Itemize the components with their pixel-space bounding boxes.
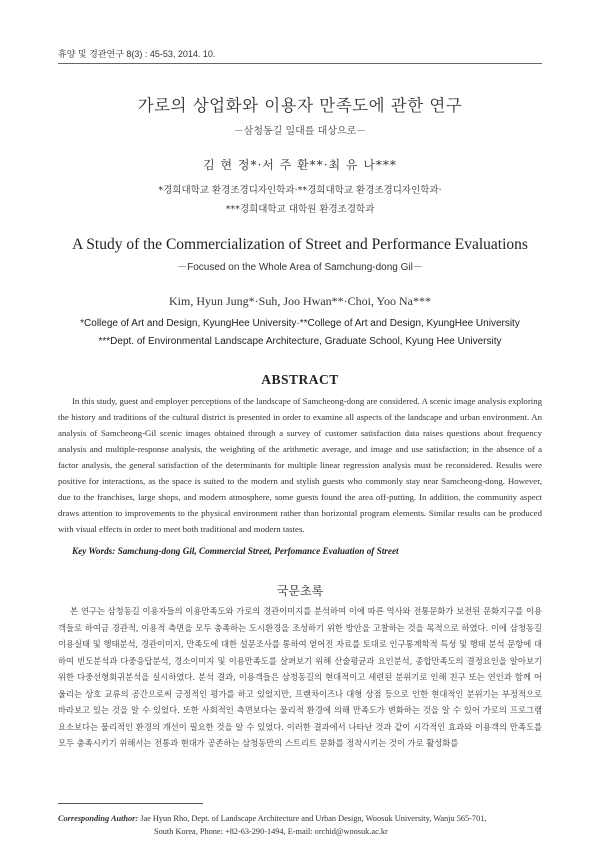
corresponding-label: Corresponding Author: xyxy=(58,814,139,823)
journal-citation: 휴양 및 경관연구 8(3) : 45-53, 2014. 10. xyxy=(58,49,216,59)
english-subtitle: －Focused on the Whole Area of Samchung-dong Gil－ xyxy=(177,262,423,273)
english-authors: Kim, Hyun Jung*·Suh, Joo Hwan**·Choi, Yoo Na*** xyxy=(168,294,431,308)
korean-authors: 김 현 정*·서 주 환**·최 유 나*** xyxy=(203,158,397,172)
footnote-rule xyxy=(58,803,203,804)
keywords: Key Words: Samchung-dong Gil, Commercial Street, Perfomance Evaluation of Street xyxy=(72,546,399,556)
korean-affiliation-2: ***경희대학교 대학원 환경조경학과 xyxy=(225,204,375,215)
korean-title: 가로의 상업화와 이용자 만족도에 관한 연구 xyxy=(137,96,463,115)
english-title: A Study of the Commercialization of Street and Performance Evaluations xyxy=(72,236,528,253)
english-affiliation-1: *College of Art and Design, KyungHee University·**College of Art and Design, KyungHee University xyxy=(80,318,520,329)
korean-abstract-body: 본 연구는 삼청동길 이용자들의 이용만족도와 가로의 경관이미지를 분석하여 이에 따른 역사와 전통문화가 보전된 문화지구를 이용객들로 하여금 경관적, 이용적 측면을 모두 충족하는 도시환경을 조성하기 위한 방안을 고찰하는 것을 목적으로 하였다. 이에 삼청동길 이용실태 및 행태분석, 경관이미지, 만족도에 대한 설문조사를 통하여 얻어진 자료를 토대로 인구통계학적 특성 및 행태 분석 문항에 대하여 빈도분석과 다중응답분석, 경소이미지 및 이용만족도를 살펴보기 위해 산술평균과 요인분석, 종합만족도의 결정요인을 알아보기 위한 다중선형회귀분석을 실시하였다. 분석 결과, 이용객들은 삼청동길의 현대적이고 세련된 분위기로 인해 친구 또는 연인과 함께 어울리는 상호 교류의 공간으로써 긍정적인 평가를 하고 있었지만, 프랜차이즈나 대형 상점 등으로 인한 현대적인 분위기는 부정적으로 바라보고 있는 것을 알 수 있었다. 또한 사회적인 측면보다는 물리적 환경에 의해 만족도가 변화하는 것을 알 수 있어 가로의 프로그램 요소보다는 물리적인 환경의 개선이 필요한 것을 알 수 있었다. 이러한 결과에서 나타난 것과 같이 시각적인 효과와 이용객의 만족도를 모두 충족시키기 위해서는 전통과 현대가 공존하는 삼청동만의 스트리트 문화를 정착시키는 것이 가로 활성화를 xyxy=(58,606,542,748)
corresponding-author xyxy=(58,812,542,838)
corresponding-line-2: South Korea, Phone: +82-63-290-1494, E-mail: orchid@woosuk.ac.kr xyxy=(154,827,388,836)
english-affiliation-2: ***Dept. of Environmental Landscape Architecture, Graduate School, Kyung Hee University xyxy=(98,336,502,347)
korean-subtitle: －삼청동길 일대를 대상으로－ xyxy=(233,126,367,137)
corresponding-line-1: Jae Hyun Rho, Dept. of Landscape Architecture and Urban Design, Woosuk University, Wanju 565-701, xyxy=(138,814,487,823)
abstract-body: In this study, guest and employer perceptions of the landscape of Samcheong-dong are considered. A scenic image analysis exploring the history and traditions of the cultural district is presented in order to examine all aspects of the landscape and urban environment. An analysis of Samcheong-Gil scenic images obtained through a survey of customer satisfaction data raises questions about frequency analysis and multiple-response analysis, the weighting of the arithmetic average, and image and use satisfaction; in the absence of a factor analysis, the general satisfaction of the determinants for multiple linear regression analysis must be reconsidered. Results were positive for interactions, as the space is suited to the modern and stylish guests who commonly stay near Samcheong-dong. However, due to the franchises, large shops, and modern atmosphere, some guests found the area off-putting. In addition, the community aspect draws attention to improvements to the physical environment rather than horizontal program elements. Similar results can be produced with visual effects in order to meet both traditional and modern tastes. xyxy=(58,396,542,534)
korean-abstract-heading: 국문초록 xyxy=(276,584,324,598)
korean-affiliation-1: *경희대학교 환경조경디자인학과·**경희대학교 환경조경디자인학과· xyxy=(158,185,442,196)
abstract-heading: ABSTRACT xyxy=(261,372,339,387)
header-rule xyxy=(58,63,542,64)
